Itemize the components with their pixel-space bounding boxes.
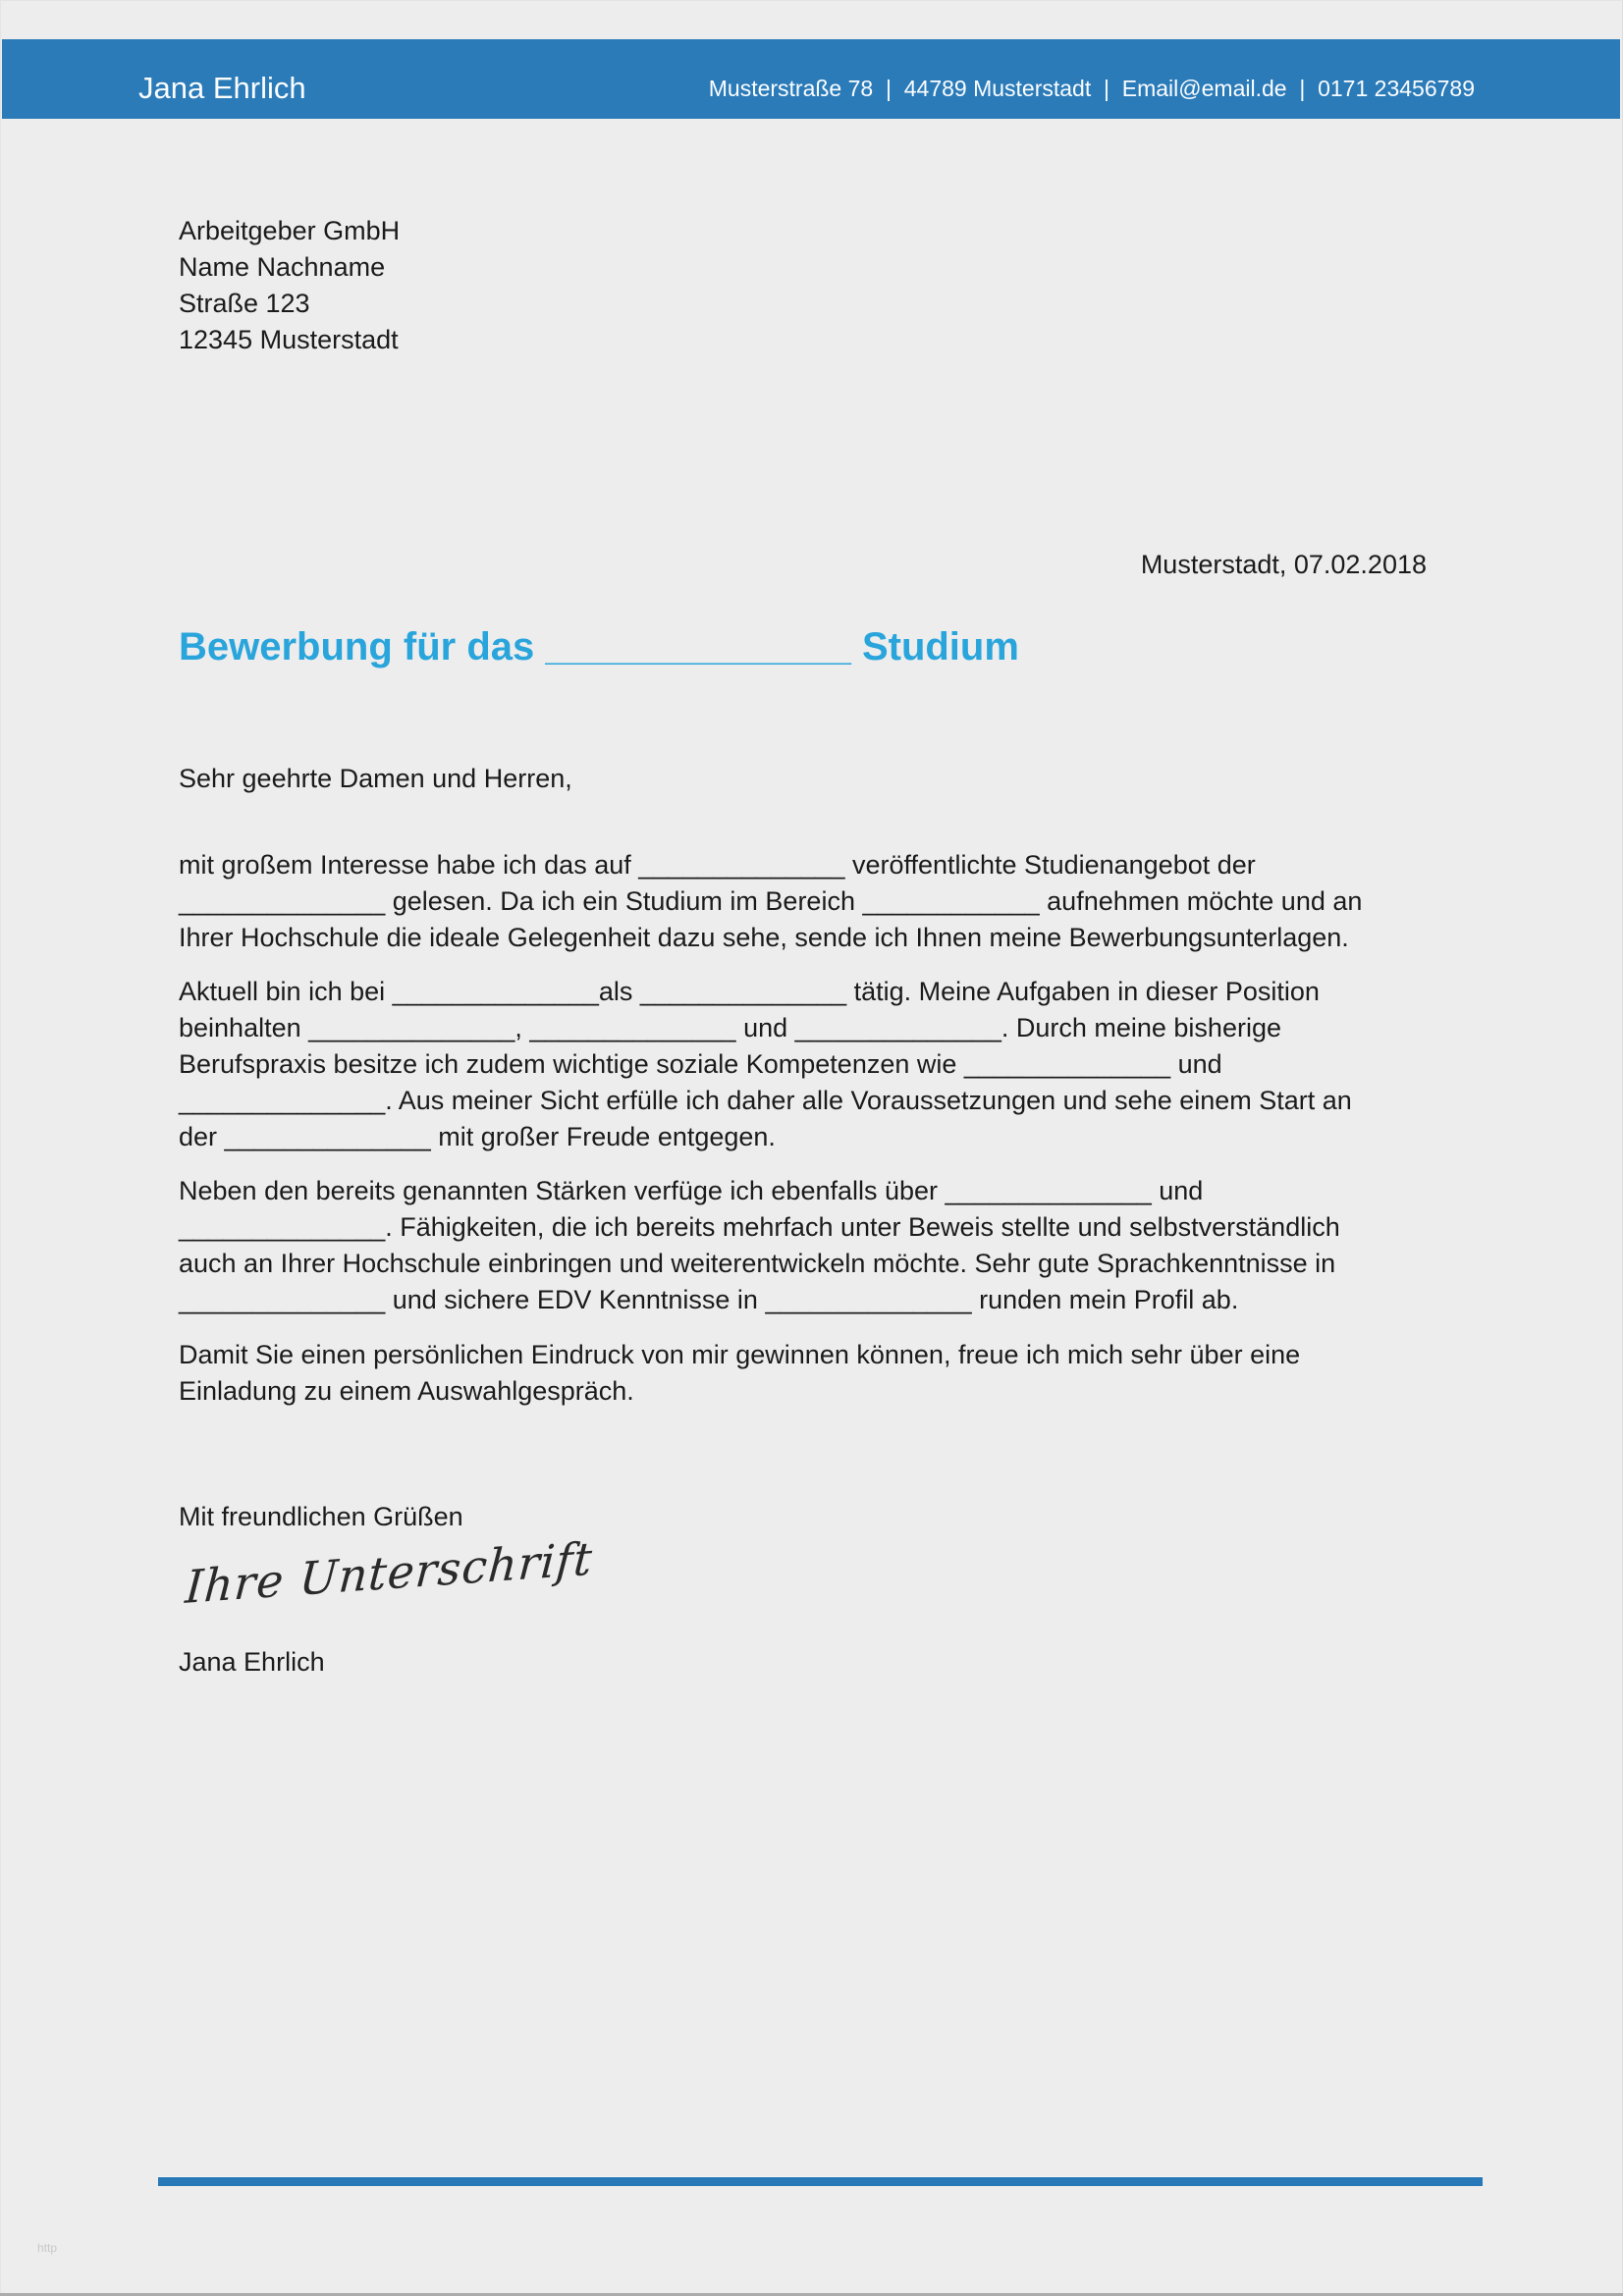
- sender-contact-line: Musterstraße 78 | 44789 Musterstadt | Email@email.de | 0171 23456789: [708, 76, 1475, 101]
- text-line: 12345 Musterstadt: [179, 325, 399, 354]
- handwritten-signature: Ihre Unterschrift: [183, 1531, 595, 1614]
- date-line: Musterstadt, 07.02.2018: [1140, 550, 1427, 579]
- text-line: Straße 123: [179, 289, 310, 318]
- body-paragraph-1: [179, 847, 1362, 956]
- body-paragraph-4: [179, 1337, 1300, 1410]
- watermark-text: http: [37, 2241, 58, 2255]
- sender-name-header: Jana Ehrlich: [138, 71, 306, 105]
- recipient-address-block: [179, 213, 400, 358]
- body-paragraph-3: [179, 1173, 1340, 1318]
- text-line: auch an Ihrer Hochschule einbringen und weiterentwickeln möchte. Sehr gute Sprachkenntnisse in: [179, 1249, 1336, 1278]
- text-line: ______________ gelesen. Da ich ein Studium im Bereich ____________ aufnehmen möchte und an: [179, 886, 1363, 916]
- text-line: ______________. Aus meiner Sicht erfülle ich daher alle Voraussetzungen und sehe einem Start an: [179, 1086, 1352, 1115]
- text-line: ______________. Fähigkeiten, die ich bereits mehrfach unter Beweis stellte und selbstverständlich: [179, 1212, 1340, 1242]
- text-line: Arbeitgeber GmbH: [179, 216, 401, 245]
- text-line: Name Nachname: [179, 252, 386, 282]
- text-line: mit großem Interesse habe ich das auf ______________ veröffentlichte Studienangebot der: [179, 850, 1256, 880]
- text-line: Berufspraxis besitze ich zudem wichtige soziale Kompetenzen wie ______________ und: [179, 1049, 1222, 1079]
- text-line: Einladung zu einem Auswahlgespräch.: [179, 1376, 634, 1406]
- subject-title: Bewerbung für das ______________ Studium: [179, 625, 1019, 668]
- text-line: der ______________ mit großer Freude entgegen.: [179, 1122, 776, 1151]
- salutation: Sehr geehrte Damen und Herren,: [179, 764, 572, 793]
- text-line: beinhalten ______________, ______________ und ______________. Durch meine bisherige: [179, 1013, 1281, 1042]
- footer-divider-line: [158, 2177, 1483, 2186]
- body-paragraph-2: [179, 974, 1352, 1155]
- text-line: Neben den bereits genannten Stärken verfüge ich ebenfalls über ______________ und: [179, 1176, 1204, 1205]
- header-bar: [2, 39, 1620, 119]
- text-line: Damit Sie einen persönlichen Eindruck von mir gewinnen können, freue ich mich sehr über eine: [179, 1340, 1301, 1369]
- closing-phrase: Mit freundlichen Grüßen: [179, 1502, 463, 1531]
- text-line: Ihrer Hochschule die ideale Gelegenheit dazu sehe, sende ich Ihnen meine Bewerbungsunterlagen.: [179, 923, 1349, 952]
- text-line: ______________ und sichere EDV Kenntnisse in ______________ runden mein Profil ab.: [179, 1285, 1239, 1314]
- text-line: Aktuell bin ich bei ______________als ______________ tätig. Meine Aufgaben in dieser Position: [179, 977, 1320, 1006]
- sender-name-signature: Jana Ehrlich: [179, 1647, 325, 1677]
